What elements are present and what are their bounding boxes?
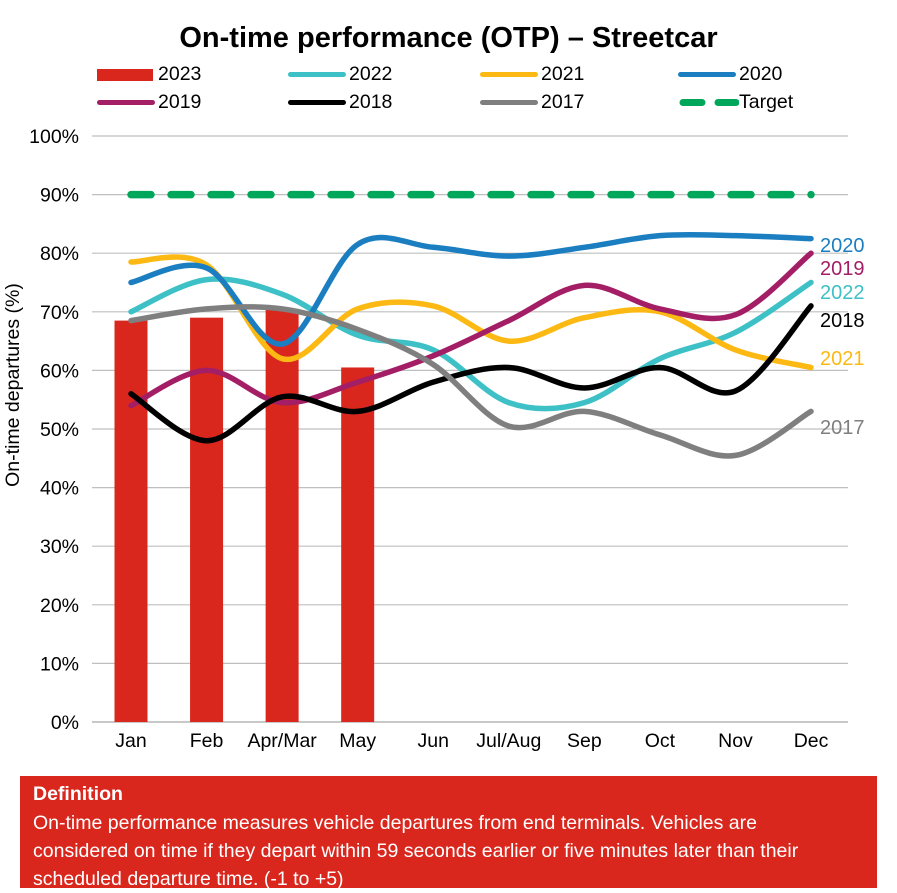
y-tick-label-90: 90%: [39, 184, 79, 207]
bar-2023-may: [341, 367, 374, 722]
legend-swatch-line: [288, 72, 349, 77]
legend-item-2022: [288, 63, 480, 86]
month-label-nov: Nov: [718, 730, 753, 752]
definition-heading: Definition: [33, 783, 123, 805]
y-tick-label-10: 10%: [39, 653, 79, 676]
y-tick-label-0: 0%: [50, 712, 79, 734]
legend-item-2020: [678, 63, 793, 86]
month-label-jul-aug: Jul/Aug: [476, 730, 542, 752]
bar-2023-jan: [115, 321, 148, 722]
definition-body: On-time performance measures vehicle departures from end terminals. Vehicles are considered on time if they depart within 59 seconds earlier or five minutes later than their scheduled departure time. (-1 to +5): [33, 812, 799, 890]
legend-swatch-line: [480, 100, 541, 105]
y-tick-label-60: 60%: [39, 360, 79, 383]
y-axis-title: On-time departures (%): [2, 283, 24, 487]
otp-chart: [0, 110, 897, 765]
legend-label: 2022: [349, 63, 393, 85]
legend-label: Target: [739, 91, 794, 113]
legend-label: 2020: [739, 63, 783, 85]
legend-item-2021: [480, 63, 678, 86]
legend-label: 2018: [349, 91, 393, 113]
legend-label: 2021: [541, 63, 585, 85]
legend-label: 2019: [158, 91, 202, 113]
y-tick-label-70: 70%: [39, 301, 79, 324]
chart-title: On-time performance (OTP) – Streetcar: [179, 22, 718, 54]
line-2019: [131, 253, 811, 405]
end-label-2021: 2021: [820, 348, 865, 371]
y-tick-label-80: 80%: [39, 243, 79, 266]
month-label-sep: Sep: [567, 730, 602, 752]
legend-label: 2023: [158, 63, 202, 85]
end-label-2019: 2019: [820, 257, 865, 280]
month-label-may: May: [339, 730, 377, 752]
legend-swatch-line: [678, 72, 739, 77]
legend-swatch-line: [288, 100, 349, 105]
legend-swatch-dash: [678, 98, 739, 107]
legend-swatch-line: [480, 72, 541, 77]
legend-swatch-bar: [97, 69, 158, 81]
legend-label: 2017: [541, 91, 585, 113]
month-label-jan: Jan: [115, 730, 147, 752]
month-label-feb: Feb: [189, 730, 224, 752]
end-label-2022: 2022: [820, 281, 865, 304]
bar-2023-apr-mar: [266, 309, 299, 722]
end-label-2017: 2017: [820, 417, 865, 440]
definition-box: [20, 776, 877, 888]
end-label-2018: 2018: [820, 310, 865, 333]
y-tick-label-50: 50%: [39, 419, 79, 441]
y-tick-label-40: 40%: [39, 477, 79, 500]
month-label-apr-mar: Apr/Mar: [247, 730, 317, 752]
y-tick-label-20: 20%: [39, 594, 79, 617]
month-label-dec: Dec: [793, 730, 829, 752]
legend-item-2023: [97, 63, 288, 86]
legend-swatch-line: [97, 100, 158, 105]
chart-legend: [97, 63, 793, 114]
y-tick-label-100: 100%: [29, 126, 79, 148]
end-label-2020: 2020: [820, 234, 865, 257]
y-tick-label-30: 30%: [39, 536, 79, 559]
month-label-oct: Oct: [644, 730, 676, 752]
bar-2023-feb: [190, 318, 223, 722]
month-label-jun: Jun: [417, 730, 449, 752]
